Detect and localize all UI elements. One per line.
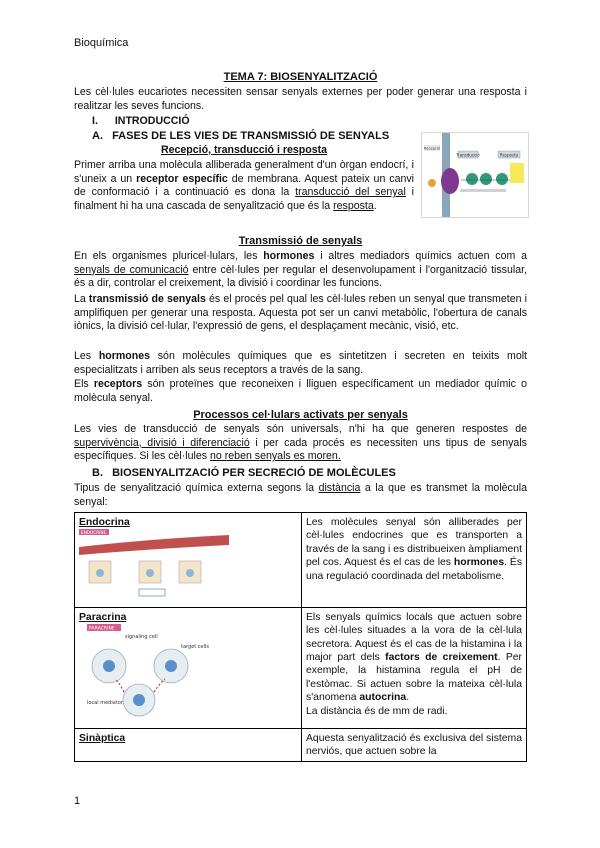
subsection-number: B.: [92, 467, 103, 479]
table-cell: [75, 513, 302, 608]
nucleus: [96, 569, 104, 577]
section-I-heading: [92, 115, 190, 127]
page-title: TEMA 7: BIOSENYALITZACIÓ: [223, 71, 378, 83]
blood-vessel: [79, 535, 229, 555]
table-row: [75, 728, 527, 762]
text: Els senyals químics locals que actuen sobre les cèl·lules situades a la vora de la cèl·lula secretora. Aquest és el cas de la histamina i la major part dels: [306, 611, 522, 664]
paracrine-figure: [79, 624, 209, 720]
underlined-term: no reben senyals es moren.: [210, 450, 341, 463]
running-header: Bioquímica: [74, 37, 129, 49]
underlined-term: supervivència, divisió i diferenciació: [74, 436, 250, 449]
nucleus: [186, 569, 194, 577]
bold-term: receptor específic: [136, 172, 228, 185]
text: Aquesta senyalització és exclusiva del sistema nerviós, que actuen sobre la: [306, 732, 522, 758]
text: . És una regulació coordinada del metabolisme.: [306, 557, 523, 582]
signaling-cell-label: signaling cell: [125, 634, 158, 641]
text: . Per exemple, la histamina regula el pH de l'estòmac. Si actuen sobre la mateixa cèl·lula s'anomena: [306, 652, 523, 704]
text: Les molècules senyal són alliberades per cèl·lules endocrines que es transporten a través de la sang i es distribueixen àmpliament pel cos. Aquest és el cas de les: [306, 517, 523, 569]
signal-molecule: [428, 179, 436, 187]
transmission-paragraph-3: [74, 350, 527, 377]
type-name: Sinàptica: [79, 732, 126, 744]
signaling-types-table: [74, 512, 527, 762]
table-cell: [302, 607, 527, 728]
intro-paragraph: Les cèl·lules eucariotes necessiten sensar senyals externes per poder generar una resposta i realitzar les seves funcions.: [74, 86, 527, 112]
table-cell: [302, 728, 527, 762]
bold-term: transmissió de senyals: [88, 293, 206, 305]
subsection-label: FASES DE LES VIES DE TRANSMISSIÓ DE SENYALS: [112, 130, 390, 142]
text: La: [74, 293, 89, 305]
transmission-paragraph-4: [74, 378, 527, 405]
subtitle-reception: Recepció, transducció i resposta: [160, 144, 328, 156]
underlined-term: distància: [318, 482, 361, 494]
table-cell: [302, 513, 527, 608]
transmission-paragraph-1: [74, 250, 527, 291]
bold-term: autocrina: [359, 692, 407, 704]
figure-tag-label: PARACRINE: [89, 626, 115, 632]
nucleus: [103, 660, 115, 672]
text: són molècules químiques que es sintetitzen i secreten en teixits molt especialitzats i arriben als seus receptors a través de la sang.: [74, 350, 528, 376]
response-label: Resposta: [499, 152, 519, 158]
receptor-protein: [441, 168, 459, 194]
underlined-term: transducció del senyal: [295, 186, 406, 199]
target-cells-label: target cells: [181, 644, 209, 651]
bold-term: hormones: [263, 250, 315, 262]
section-B-heading: [92, 467, 396, 479]
table-row: [75, 607, 527, 728]
text: En els organismes pluricel·lulars, les: [74, 250, 264, 262]
text: .: [406, 692, 410, 704]
text: són proteïnes que reconeixen i lliguen específicament un mediador químic o molècula senyal.: [74, 378, 527, 404]
table-cell: [75, 728, 302, 762]
page-number: 1: [74, 795, 81, 807]
signal-pathway-figure: [421, 132, 529, 218]
transmission-paragraph-2: [74, 293, 527, 334]
section-number: I.: [92, 115, 98, 127]
reception-paragraph: [74, 159, 414, 213]
reception-label: Recepció: [423, 146, 441, 151]
subtitle-transmission: Transmissió de senyals: [238, 235, 363, 247]
text: Les: [74, 350, 99, 362]
relay-molecule: [466, 173, 478, 185]
text: La distància és de mm de radi.: [306, 705, 448, 717]
table-row: [75, 513, 527, 608]
text: és el procés pel qual les cèl·lules reben un senyal que transmeten i amplifiquen per generar una resposta. Aquesta pot ser un canvi metabòlic, l'obertura de canals iònics, la divisió cel·lular, l'expressió de gens, el desplaçament mecànic, visió, etc.: [74, 293, 527, 333]
endocrine-figure: [79, 529, 229, 599]
underlined-term: senyals de comunicació: [74, 263, 189, 276]
nucleus: [133, 694, 145, 706]
subsection-number: A.: [92, 130, 103, 142]
section-label: INTRODUCCIÓ: [114, 115, 190, 127]
section-A-heading: [92, 130, 389, 142]
type-name: Endocrina: [79, 517, 130, 528]
bold-term: factors de creixement: [385, 652, 498, 664]
text: i altres mediadors químics actuen com a: [314, 250, 527, 262]
text: a la que es transmet la molècula senyal:: [74, 482, 527, 508]
local-mediator-label: local mediator: [87, 700, 123, 707]
text: de membrana. Aquest pateix un canvi de conformació i a continuació es dona la: [74, 172, 415, 199]
subsection-label: BIOSENYALITZACIÓ PER SECRECIÓ DE MOLÈCULES: [112, 467, 396, 479]
subtitle-processes: Processos cel·lulars activats per senyals: [193, 409, 408, 421]
caption-bar: [460, 189, 506, 192]
relay-molecule: [480, 173, 492, 185]
bold-term: hormones: [453, 557, 505, 569]
bold-term: hormones: [98, 350, 151, 362]
text: .: [373, 199, 377, 212]
text: Els: [74, 378, 94, 390]
table-cell: [75, 607, 302, 728]
nucleus: [165, 660, 177, 672]
text: i finalment hi ha una cascada de senyalització que és la: [74, 186, 415, 212]
text: Primer arriba una molècula alliberada generalment d'un òrgan endocrí, i s'uneix a un: [74, 159, 414, 185]
figure-tag-label: ENDOCRINE: [81, 530, 107, 536]
processes-paragraph: [74, 423, 527, 464]
response-result: [510, 163, 524, 183]
text: entre cèl·lules per regular el desenvolupament i l'organització tissular, és a dir, controlar el creixement, la divisió i coordinar les funcions.: [74, 263, 527, 290]
type-name: Paracrina: [79, 611, 127, 623]
nucleus: [146, 569, 154, 577]
transduction-label: Transducció: [456, 152, 480, 158]
text: Tipus de senyalització química externa segons la: [74, 482, 319, 494]
underlined-term: resposta: [333, 199, 374, 212]
text: Les vies de transducció de senyals són universals, n'hi ha que generen respostes de: [74, 423, 527, 435]
relay-molecule: [496, 173, 508, 185]
pathway-diagram: [422, 133, 528, 217]
text: i per cada procés es necessiten uns tipus de senyals específiques. Si les cèl·lules: [74, 436, 527, 463]
legend-box: [139, 589, 165, 596]
bold-term: receptors: [93, 378, 143, 390]
types-paragraph: [74, 482, 527, 509]
